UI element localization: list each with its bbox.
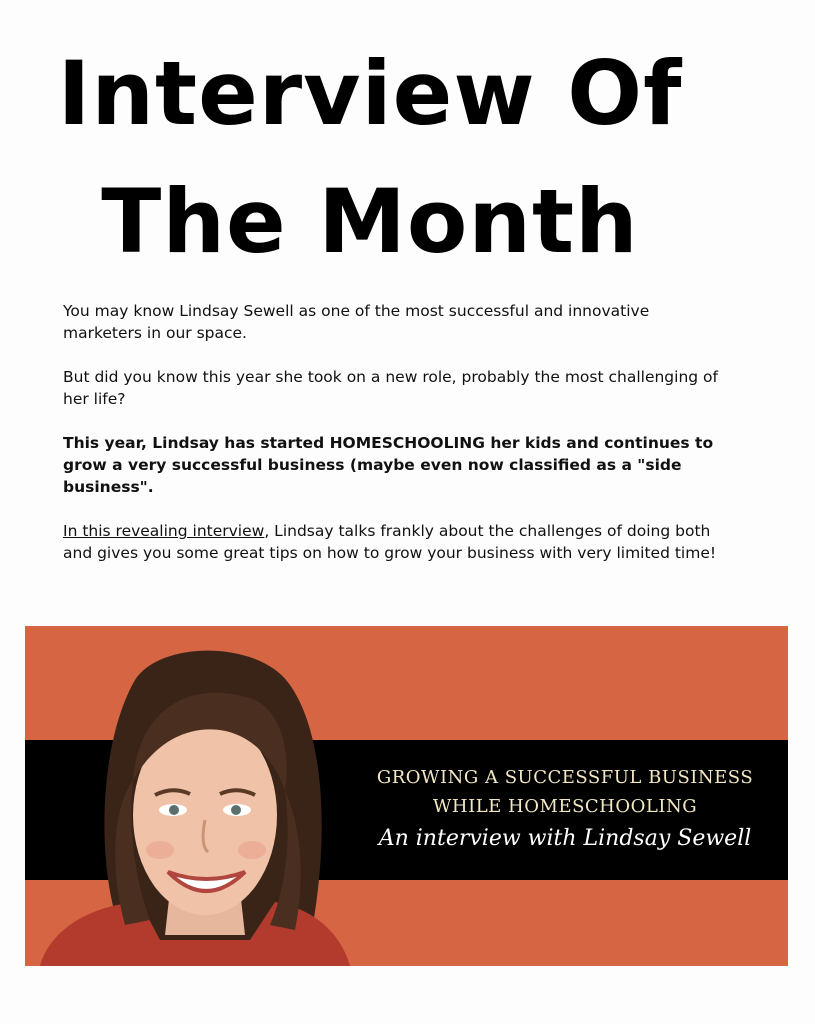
intro-paragraph-3: This year, Lindsay has started HOMESCHOOLING her kids and continues to grow a very successful business (maybe even now classified as a "side business". xyxy=(63,434,714,496)
lindsay-portrait-photo xyxy=(40,640,360,966)
page-title xyxy=(0,30,740,286)
intro-paragraph-1: You may know Lindsay Sewell as one of the most successful and innovative marketers in our space. xyxy=(63,302,650,342)
intro-paragraph-2: But did you know this year she took on a new role, probably the most challenging of her life? xyxy=(63,368,718,408)
banner-heading xyxy=(365,763,765,821)
interview-link[interactable]: In this revealing interview xyxy=(63,522,265,540)
intro-paragraph-4 xyxy=(63,520,723,564)
intro-paragraph-4-rest: , Lindsay talks frankly about the challenges of doing both and gives you some great tips on how to grow your business with very limited time! xyxy=(63,522,717,562)
title-line-2: The Month xyxy=(101,170,639,273)
banner-heading-line-1: GROWING A SUCCESSFUL BUSINESS xyxy=(376,767,754,788)
interview-banner[interactable] xyxy=(25,626,788,966)
banner-subtitle: An interview with Lindsay Sewell xyxy=(378,826,752,851)
title-line-1: Interview Of xyxy=(57,42,683,145)
intro-text xyxy=(63,300,723,586)
banner-heading-line-2: WHILE HOMESCHOOLING xyxy=(432,796,698,817)
